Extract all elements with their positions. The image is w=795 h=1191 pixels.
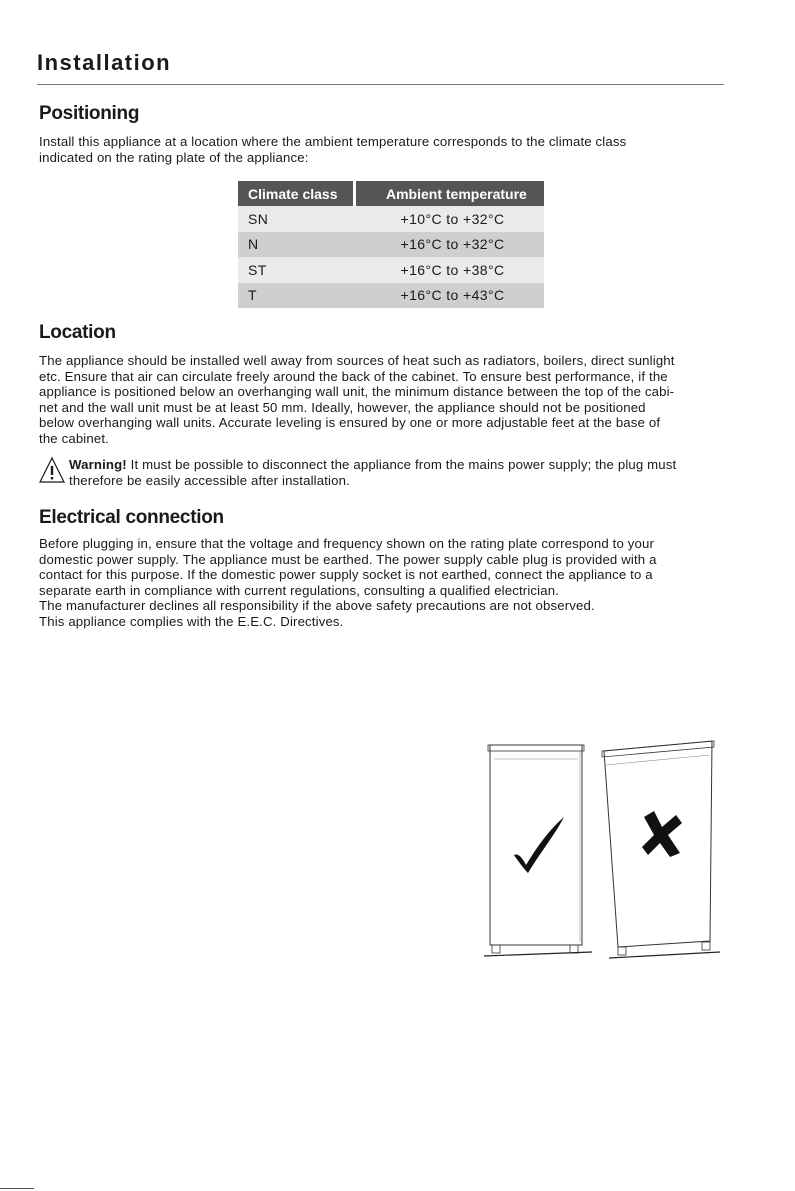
column-header-climate-class: Climate class <box>238 181 355 206</box>
warning-line <box>69 457 676 473</box>
temperature-range-cell: +16°C to +32°C <box>355 232 545 258</box>
text-line: The manufacturer declines all responsibility if the above safety precautions are not observed. <box>39 598 595 614</box>
warning-line-1-text: It must be possible to disconnect the appliance from the mains power supply; the plug must <box>126 457 677 472</box>
text-line: domestic power supply. The appliance must be earthed. The power supply cable plug is provided with a <box>39 551 657 567</box>
location-text <box>39 353 675 447</box>
climate-class-cell: SN <box>238 206 355 232</box>
column-header-ambient-temperature: Ambient temperature <box>355 181 545 206</box>
climate-class-cell: T <box>238 283 355 309</box>
positioning-text <box>39 134 626 165</box>
text-line: below overhanging wall units. Accurate leveling is ensured by one or more adjustable feet at the base of <box>39 415 661 431</box>
table-row <box>238 283 544 309</box>
tilted-fridge-drawing <box>602 741 720 958</box>
positioning-heading: Positioning <box>39 103 140 124</box>
text-line: contact for this purpose. If the domestic power supply socket is not earthed, connect the appliance to a <box>39 567 653 583</box>
temperature-range-cell: +10°C to +32°C <box>355 206 545 232</box>
warning-text <box>69 457 676 488</box>
location-heading: Location <box>39 322 116 343</box>
climate-class-cell: N <box>238 232 355 258</box>
check-mark-icon <box>514 817 564 873</box>
text-line: separate earth in compliance with current regulations, consulting a qualified electrician. <box>39 582 560 598</box>
warning-triangle-icon <box>38 456 66 484</box>
text-line: indicated on the rating plate of the appliance: <box>39 149 309 165</box>
text-line: the cabinet. <box>39 430 109 446</box>
page-corner-mark <box>0 1188 34 1189</box>
text-line: This appliance complies with the E.E.C. Directives. <box>39 613 344 629</box>
table-row <box>238 206 544 232</box>
text-line: etc. Ensure that air can circulate freely around the back of the cabinet. To ensure best performance, if the <box>39 368 668 384</box>
text-line: Before plugging in, ensure that the voltage and frequency shown on the rating plate correspond to your <box>39 536 654 551</box>
temperature-range-cell: +16°C to +38°C <box>355 257 545 283</box>
text-line: Install this appliance at a location where the ambient temperature corresponds to the climate class <box>39 134 627 149</box>
text-line: appliance is positioned below an overhanging wall unit, the minimum distance between the top of the cabi- <box>39 384 675 400</box>
table-row <box>238 257 544 283</box>
table-row <box>238 232 544 258</box>
fridge-leveling-illustration <box>484 737 724 965</box>
electrical-connection-heading: Electrical connection <box>39 507 224 528</box>
page-title: Installation <box>37 50 172 75</box>
cross-mark-icon <box>642 811 682 857</box>
electrical-connection-text <box>39 536 657 630</box>
warning-line-2-text: therefore be easily accessible after installation. <box>69 472 350 488</box>
text-line: net and the wall unit must be at least 50 mm. Ideally, however, the appliance should not be positioned <box>39 399 646 415</box>
title-divider <box>37 84 724 85</box>
temperature-range-cell: +16°C to +43°C <box>355 283 545 309</box>
text-line: The appliance should be installed well away from sources of heat such as radiators, boilers, direct sunlight <box>39 353 675 368</box>
climate-class-cell: ST <box>238 257 355 283</box>
warning-label: Warning! <box>69 457 127 472</box>
climate-class-table <box>238 181 544 308</box>
